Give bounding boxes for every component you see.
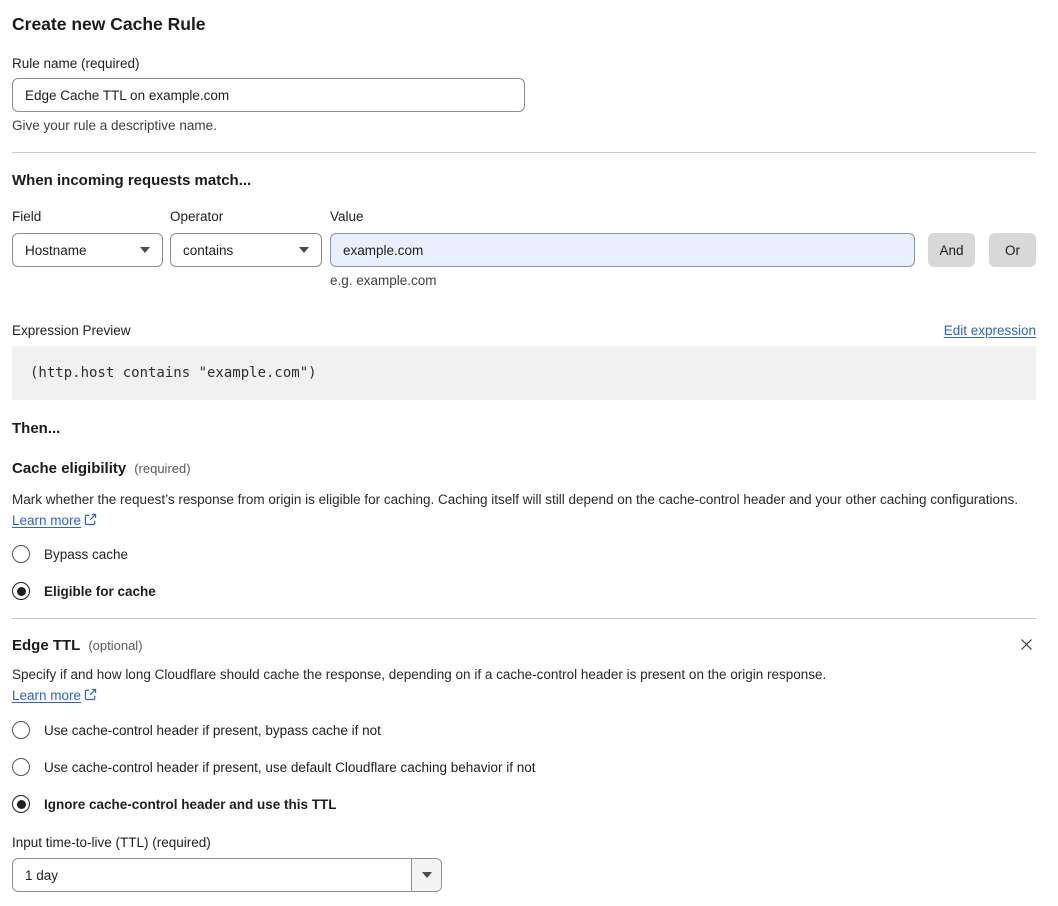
rule-name-helper: Give your rule a descriptive name. (12, 118, 217, 133)
required-tag: (required) (134, 461, 191, 476)
radio-icon (12, 758, 30, 776)
close-icon[interactable] (1016, 634, 1036, 654)
condition-labels-row (12, 208, 1036, 225)
external-link-icon (84, 688, 97, 701)
radio-label: Bypass cache (44, 546, 129, 562)
radio-label: Ignore cache-control header and use this TTL (44, 796, 337, 812)
and-button[interactable]: And (928, 233, 975, 267)
expression-code-block (12, 346, 1036, 400)
radio-selected-icon (12, 582, 30, 600)
chevron-down-icon (299, 247, 309, 253)
expression-preview-label: Expression Preview (12, 323, 131, 338)
ttl-input-label: Input time-to-live (TTL) (required) (12, 835, 211, 850)
chevron-down-icon (140, 247, 150, 253)
external-link-icon (84, 513, 97, 526)
radio-bypass-cache[interactable] (12, 545, 1036, 563)
radio-selected-icon (12, 795, 30, 813)
radio-icon (12, 721, 30, 739)
operator-select[interactable] (170, 233, 322, 267)
divider (12, 618, 1036, 619)
cache-eligibility-learn-more-link[interactable]: Learn more (12, 513, 82, 528)
value-helper: e.g. example.com (330, 273, 437, 288)
optional-tag: (optional) (88, 638, 143, 653)
ttl-select[interactable] (12, 858, 442, 892)
operator-label: Operator (170, 209, 224, 224)
or-button[interactable]: Or (989, 233, 1036, 267)
expression-preview-row (12, 322, 1036, 339)
ttl-select-value: 1 day (25, 867, 59, 883)
edge-ttl-heading: Edge TTL (12, 637, 81, 654)
cache-eligibility-heading: Cache eligibility (12, 460, 127, 477)
page-title: Create new Cache Rule (12, 14, 206, 34)
field-select[interactable] (12, 233, 163, 267)
cache-eligibility-description (12, 489, 1024, 531)
edge-ttl-learn-more-link[interactable]: Learn more (12, 688, 82, 703)
expression-code: (http.host contains "example.com") (30, 365, 317, 381)
edge-ttl-description (12, 664, 850, 706)
radio-ignore-header-use-ttl[interactable] (12, 795, 1036, 813)
condition-row (12, 233, 1036, 267)
value-label: Value (330, 209, 364, 224)
ttl-select-arrow-button[interactable] (411, 859, 441, 891)
radio-use-header-default[interactable] (12, 758, 1036, 776)
radio-label: Use cache-control header if present, use default Cloudflare caching behavior if not (44, 759, 536, 775)
value-input[interactable] (330, 233, 915, 267)
radio-label: Use cache-control header if present, bypass cache if not (44, 722, 381, 738)
rule-name-label: Rule name (required) (12, 56, 140, 71)
field-label: Field (12, 209, 42, 224)
cache-eligibility-description-text: Mark whether the request’s response from origin is eligible for caching. Caching itself will still depend on the cache-control header and your other caching configurations. (12, 492, 1019, 507)
operator-select-value: contains (183, 242, 234, 258)
radio-eligible-for-cache[interactable] (12, 582, 1036, 600)
edge-ttl-description-text: Specify if and how long Cloudflare should cache the response, depending on if a cache-control header is present on the origin response. (12, 667, 827, 682)
cache-eligibility-header (12, 459, 1036, 478)
edge-ttl-header (12, 636, 1036, 655)
chevron-down-icon (422, 872, 432, 878)
edit-expression-link[interactable]: Edit expression (943, 323, 1036, 338)
then-heading: Then... (12, 420, 61, 437)
match-section-heading: When incoming requests match... (12, 172, 252, 189)
radio-icon (12, 545, 30, 563)
divider (12, 152, 1036, 153)
radio-label: Eligible for cache (44, 583, 156, 599)
radio-use-header-bypass[interactable] (12, 721, 1036, 739)
field-select-value: Hostname (25, 242, 87, 258)
rule-name-input[interactable] (12, 78, 525, 112)
